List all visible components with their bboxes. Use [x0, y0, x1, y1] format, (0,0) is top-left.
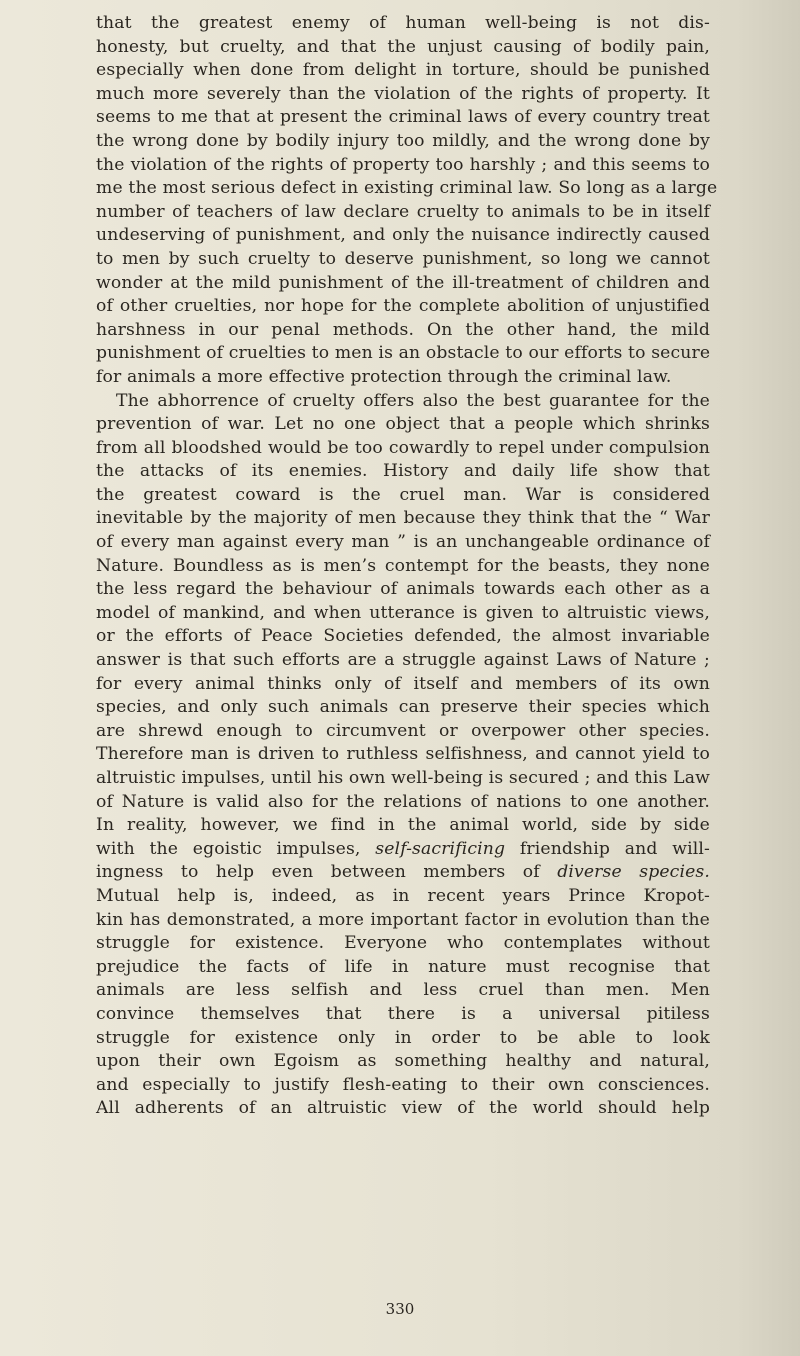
text-line: number of teachers of law declare cruelty to animals to be in itself [96, 201, 710, 222]
text-line: honesty, but cruelty, and that the unjust causing of bodily pain, [96, 36, 710, 57]
text-fragment: friendship and will- [505, 838, 710, 859]
text-line: of every man against every man ” is an unchangeable ordinance of [96, 532, 710, 553]
text-line: and especially to justify flesh-eating to their own consciences. [96, 1074, 710, 1095]
text-line: much more severely than the violation of the rights of property. It [96, 83, 710, 104]
paragraph [96, 390, 710, 1121]
text-line: prejudice the facts of life in nature must recognise that [96, 956, 710, 977]
text-line: animals are less selfish and less cruel than men. Men [96, 980, 710, 1001]
body-text [96, 12, 718, 1121]
text-line: the attacks of its enemies. History and daily life show that [96, 461, 710, 482]
text-line: struggle for existence only in order to be able to look [96, 1027, 710, 1048]
text-line: to men by such cruelty to deserve punishment, so long we cannot [96, 248, 710, 269]
text-line: the wrong done by bodily injury too mildly, and the wrong done by [96, 130, 710, 151]
text-line: of other cruelties, nor hope for the complete abolition of unjustified [96, 296, 710, 317]
text-line: especially when done from delight in torture, should be punished [96, 60, 710, 81]
text-line: harshness in our penal methods. On the other hand, the mild [96, 319, 710, 340]
text-line: the violation of the rights of property too harshly ; and this seems to [96, 154, 710, 175]
text-line [96, 838, 710, 862]
text-fragment: with the egoistic impulses, [96, 838, 376, 859]
paragraph [96, 12, 718, 390]
text-line [96, 861, 710, 885]
text-line: undeserving of punishment, and only the nuisance indirectly caused [96, 225, 710, 246]
text-line: All adherents of an altruistic view of the world should help [96, 1098, 710, 1119]
text-line: or the efforts of Peace Societies defended, the almost invariable [96, 626, 710, 647]
text-line: the less regard the behaviour of animals towards each other as a [96, 579, 710, 600]
text-fragment: ingness to help even between members of [96, 862, 558, 883]
text-line: seems to me that at present the criminal laws of every country treat [96, 107, 710, 128]
italic-phrase: self-sacrificing [375, 838, 506, 859]
text-line: me the most serious defect in existing criminal law. So long as a large [96, 178, 718, 199]
text-line: Mutual help is, indeed, as in recent years Prince Kropot- [96, 885, 710, 906]
text-line: altruistic impulses, until his own well-being is secured ; and this Law [96, 768, 710, 788]
text-line: punishment of cruelties to men is an obstacle to our efforts to secure [96, 343, 711, 364]
text-line: kin has demonstrated, a more important factor in evolution than the [96, 909, 710, 930]
text-line: model of mankind, and when utterance is given to altruistic views, [96, 602, 710, 623]
text-line: In reality, however, we find in the animal world, side by side [96, 815, 710, 836]
text-line: that the greatest enemy of human well-being is not dis- [96, 13, 710, 33]
text-line: The abhorrence of cruelty offers also the best guarantee for the [116, 390, 710, 411]
text-line: species, and only such animals can preserve their species which [96, 697, 710, 718]
text-line: Nature. Boundless as is men’s contempt for the beasts, they none [96, 555, 710, 576]
text-line: for every animal thinks only of itself and members of its own [96, 673, 710, 694]
text-line: Therefore man is driven to ruthless selfishness, and cannot yield to [96, 744, 710, 765]
text-line: of Nature is valid also for the relations of nations to one another. [96, 791, 710, 812]
text-line: upon their own Egoism as something healthy and natural, [96, 1051, 710, 1072]
text-line: struggle for existence. Everyone who contemplates without [96, 933, 710, 954]
text-line: the greatest coward is the cruel man. War is considered [96, 484, 710, 505]
text-line: inevitable by the majority of men because they think that the “ War [96, 508, 710, 529]
text-line: from all bloodshed would be too cowardly to repel under compulsion [96, 437, 710, 458]
text-line: for animals a more effective protection through the criminal law. [96, 366, 672, 387]
text-line: are shrewd enough to circumvent or overpower other species. [96, 720, 710, 741]
text-line: answer is that such efforts are a struggle against Laws of Nature ; [96, 650, 710, 671]
text-line: prevention of war. Let no one object that a people which shrinks [96, 414, 710, 435]
page-number: 330 [385, 1300, 415, 1318]
text-line: convince themselves that there is a universal pitiless [96, 1003, 710, 1024]
italic-phrase: diverse species. [557, 862, 710, 883]
text-line: wonder at the mild punishment of the ill-treatment of children and [96, 272, 710, 293]
